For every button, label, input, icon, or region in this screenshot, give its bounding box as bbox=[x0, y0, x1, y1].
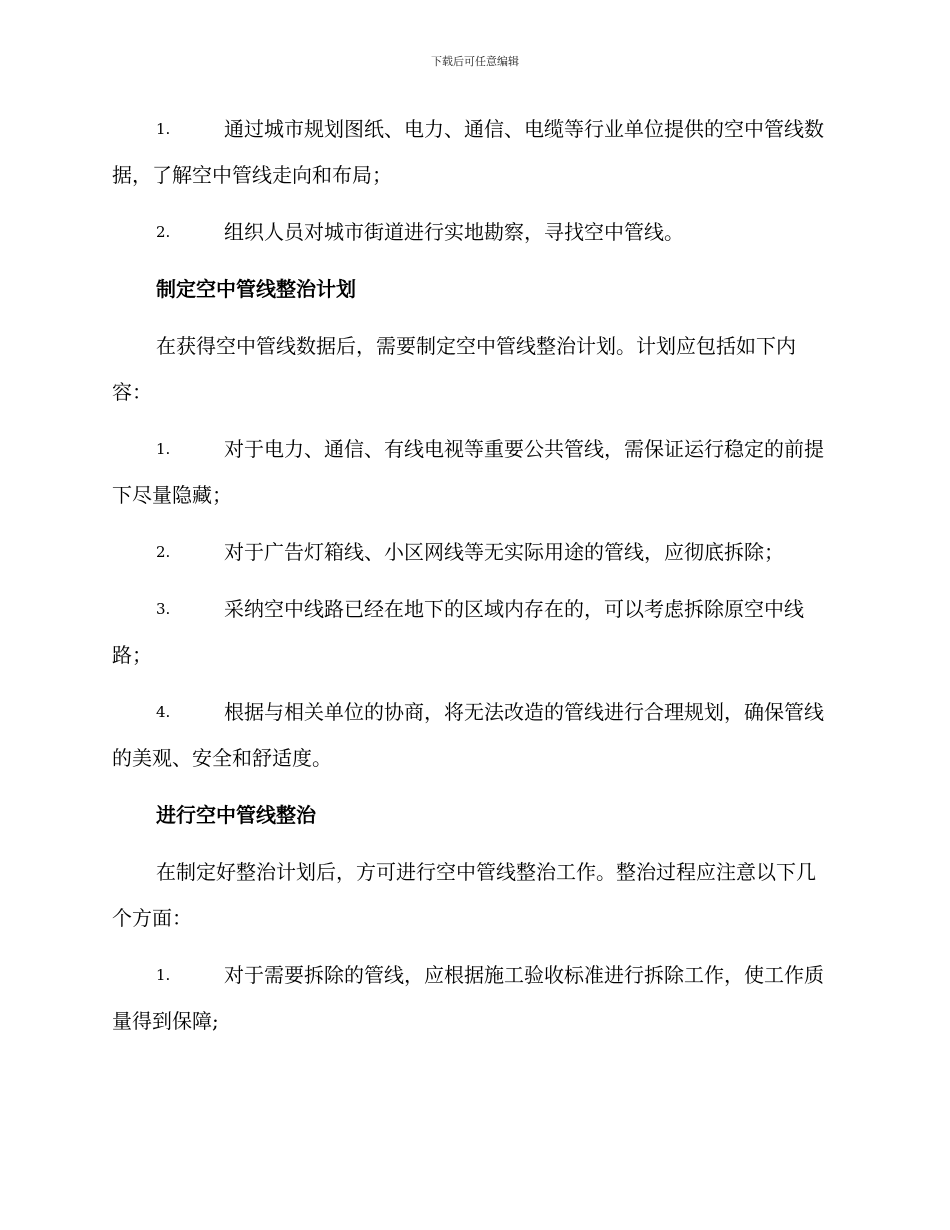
list-item bbox=[112, 952, 834, 1044]
list-item bbox=[112, 586, 834, 678]
list-item-number: 2. bbox=[156, 223, 171, 241]
list-item bbox=[112, 426, 834, 518]
list-item bbox=[112, 106, 834, 198]
list-item bbox=[112, 529, 834, 575]
list-item-text: 对于需要拆除的管线，应根据施工验收标准进行拆除工作，使工作质量得到保障; bbox=[112, 963, 824, 1033]
list-item-number: 2. bbox=[156, 543, 171, 561]
list-item-number: 1. bbox=[156, 440, 171, 458]
list-item-number: 1. bbox=[156, 966, 171, 984]
list-item-number: 1. bbox=[156, 120, 171, 138]
list-item-text: 根据与相关单位的协商，将无法改造的管线进行合理规划，确保管线的美观、安全和舒适度。 bbox=[112, 700, 824, 770]
paragraph: 在获得空中管线数据后，需要制定空中管线整治计划。计划应包括如下内容： bbox=[112, 334, 796, 404]
list-item-number: 3. bbox=[156, 600, 171, 618]
list-item-text: 对于电力、通信、有线电视等重要公共管线，需保证运行稳定的前提下尽量隐藏； bbox=[112, 437, 824, 507]
section-heading: 进行空中管线整治 bbox=[156, 803, 316, 827]
list-item-text: 采纳空中线路已经在地下的区域内存在的，可以考虑拆除原空中线路； bbox=[112, 597, 804, 667]
section-heading: 制定空中管线整治计划 bbox=[156, 277, 356, 301]
list-item-text: 通过城市规划图纸、电力、通信、电缆等行业单位提供的空中管线数据，了解空中管线走向和布局； bbox=[112, 117, 824, 187]
page-header: 下载后可任意编辑 bbox=[431, 55, 519, 68]
paragraph: 在制定好整治计划后，方可进行空中管线整治工作。整治过程应注意以下几个方面： bbox=[112, 860, 816, 930]
list-item-text: 组织人员对城市街道进行实地勘察，寻找空中管线。 bbox=[224, 220, 684, 244]
list-item bbox=[112, 209, 834, 255]
list-item-text: 对于广告灯箱线、小区网线等无实际用途的管线，应彻底拆除； bbox=[224, 540, 784, 564]
list-item bbox=[112, 689, 834, 781]
document-body bbox=[112, 106, 834, 1055]
list-item-number: 4. bbox=[156, 703, 171, 721]
